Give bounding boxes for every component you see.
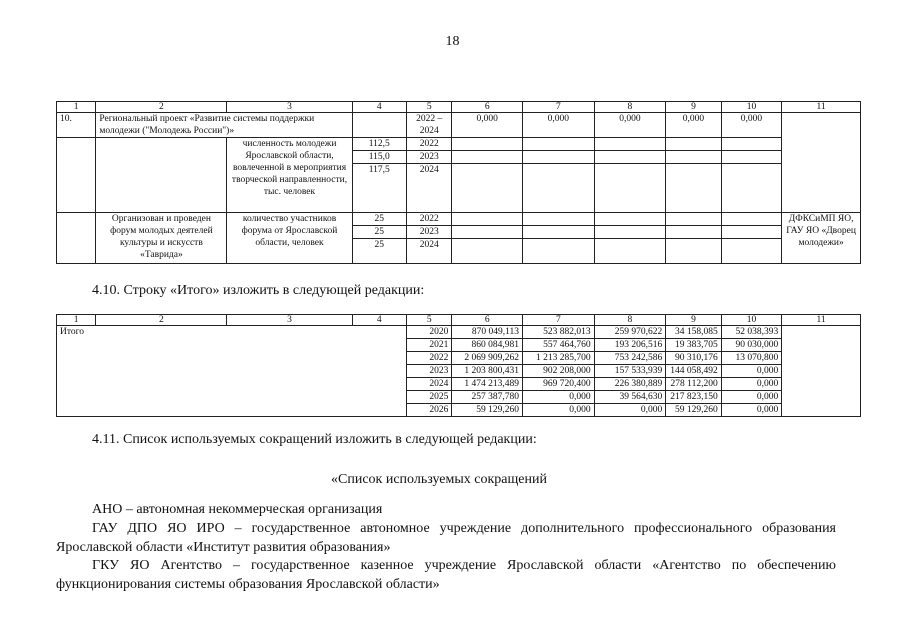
program-table	[56, 101, 861, 264]
empty-cell	[352, 113, 406, 138]
cell-value: 0,000	[523, 404, 595, 417]
cell-value: 259 970,622	[594, 326, 666, 339]
cell-value: 13 070,800	[721, 352, 782, 365]
table-header-row	[57, 315, 861, 326]
empty-cell	[782, 326, 861, 417]
col-header: 9	[666, 102, 721, 113]
page-number: 18	[445, 34, 460, 49]
cell-value: 90 030,000	[721, 339, 782, 352]
event-indicator: количество участников форума от Ярославской области, человек	[227, 213, 352, 264]
cell-value: 34 158,085	[666, 326, 721, 339]
cell-value: 278 112,200	[666, 378, 721, 391]
cell-value: 226 380,889	[594, 378, 666, 391]
indicator-year: 2023	[407, 151, 452, 164]
cell-value: 0,000	[594, 404, 666, 417]
cell-value: 860 084,981	[452, 339, 523, 352]
indicator-year: 2022	[407, 138, 452, 151]
col-header: 7	[523, 315, 595, 326]
cell-value: 0,000	[721, 391, 782, 404]
cell-value: 90 310,176	[666, 352, 721, 365]
cell-value: 0,000	[523, 391, 595, 404]
year-cell: 2024	[407, 378, 452, 391]
cell-value: 157 533,939	[594, 365, 666, 378]
cell-value: 0,000	[721, 404, 782, 417]
cell-value: 1 203 800,431	[452, 365, 523, 378]
indicator-value: 25	[352, 239, 406, 264]
year-cell: 2021	[407, 339, 452, 352]
totals-table	[56, 314, 861, 417]
cell-value: 1 213 285,700	[523, 352, 595, 365]
col-header: 1	[57, 102, 96, 113]
cell-value: 19 383,705	[666, 339, 721, 352]
table-row	[57, 326, 861, 339]
col-header: 6	[452, 315, 523, 326]
cell-value: 870 049,113	[452, 326, 523, 339]
col-header: 10	[721, 315, 782, 326]
col-header: 10	[721, 102, 782, 113]
col-header: 2	[96, 315, 227, 326]
col-header: 8	[594, 102, 666, 113]
col-header: 11	[782, 315, 861, 326]
cell-value: 0,000	[721, 378, 782, 391]
table-row	[57, 138, 861, 151]
cell-value: 557 464,760	[523, 339, 595, 352]
cell-value: 52 038,393	[721, 326, 782, 339]
col-header: 4	[352, 315, 406, 326]
empty-cell	[57, 138, 96, 213]
col-header: 6	[452, 102, 523, 113]
indicator-year: 2024	[407, 239, 452, 264]
indicator-value: 115,0	[352, 151, 406, 164]
event-executor: ДФКСиМП ЯО, ГАУ ЯО «Дворец молодежи»	[782, 213, 861, 264]
totals-label: Итого	[57, 326, 407, 417]
empty-cell	[57, 213, 96, 264]
col-header: 8	[594, 315, 666, 326]
abbr-gku-line2: функционирования системы образования Ярославской области»	[56, 577, 440, 592]
year-cell: 2025	[407, 391, 452, 404]
project-years: 2022 – 2024	[407, 113, 452, 138]
col-header: 9	[666, 315, 721, 326]
event-name: Организован и проведен форум молодых деятелей культуры и искусств «Таврида»	[96, 213, 227, 264]
cell-value: 0,000	[721, 365, 782, 378]
cell-value: 39 564,630	[594, 391, 666, 404]
col-header: 2	[96, 102, 227, 113]
list-title: «Список используемых сокращений	[331, 472, 547, 487]
indicator-year: 2022	[407, 213, 452, 226]
cell-value: 1 474 213,489	[452, 378, 523, 391]
indicator-value: 25	[352, 226, 406, 239]
abbr-gku-line1: ГКУ ЯО Агентство – государственное казенное учреждение Ярославской области «Агентство по обеспечению	[92, 558, 836, 573]
table-row	[57, 113, 861, 138]
cell-value: 902 208,000	[523, 365, 595, 378]
year-cell: 2026	[407, 404, 452, 417]
cell-value: 59 129,260	[452, 404, 523, 417]
cell-value: 969 720,400	[523, 378, 595, 391]
cell-value: 144 058,492	[666, 365, 721, 378]
section-4-11-heading: 4.11. Список используемых сокращений изложить в следующей редакции:	[92, 432, 537, 447]
cell-value: 59 129,260	[666, 404, 721, 417]
col-header: 1	[57, 315, 96, 326]
abbr-gau-line2: Ярославской области «Институт развития образования»	[56, 540, 391, 555]
col-header: 11	[782, 102, 861, 113]
col-header: 7	[523, 102, 595, 113]
cell-value: 0,000	[721, 113, 782, 138]
project-name: Региональный проект «Развитие системы поддержки молодежи ("Молодежь России")»	[96, 113, 352, 138]
cell-value: 0,000	[666, 113, 721, 138]
cell-value: 0,000	[523, 113, 595, 138]
indicator-year: 2024	[407, 164, 452, 213]
cell-value: 2 069 909,262	[452, 352, 523, 365]
table-header-row	[57, 102, 861, 113]
indicator-value: 112,5	[352, 138, 406, 151]
abbr-gau-line1: ГАУ ДПО ЯО ИРО – государственное автономное учреждение дополнительного профессионального образования	[92, 521, 836, 536]
cell-value: 523 882,013	[523, 326, 595, 339]
cell-value: 0,000	[452, 113, 523, 138]
indicator-value: 25	[352, 213, 406, 226]
row-number: 10.	[57, 113, 96, 138]
empty-cell	[782, 113, 861, 213]
col-header: 3	[227, 102, 352, 113]
indicator-text: численность молодежи Ярославской области, вовлеченной в мероприятия творческой направленности, тыс. человек	[227, 138, 352, 213]
section-4-10-heading: 4.10. Строку «Итого» изложить в следующей редакции:	[92, 283, 425, 298]
cell-value: 217 823,150	[666, 391, 721, 404]
cell-value: 257 387,780	[452, 391, 523, 404]
col-header: 5	[407, 315, 452, 326]
table-row	[57, 213, 861, 226]
year-cell: 2022	[407, 352, 452, 365]
cell-value: 753 242,586	[594, 352, 666, 365]
year-cell: 2020	[407, 326, 452, 339]
cell-value: 0,000	[594, 113, 666, 138]
col-header: 4	[352, 102, 406, 113]
empty-cell	[96, 138, 227, 213]
indicator-year: 2023	[407, 226, 452, 239]
abbr-ano: АНО – автономная некоммерческая организация	[92, 502, 383, 517]
cell-value: 193 206,516	[594, 339, 666, 352]
col-header: 5	[407, 102, 452, 113]
year-cell: 2023	[407, 365, 452, 378]
col-header: 3	[227, 315, 352, 326]
indicator-value: 117,5	[352, 164, 406, 213]
